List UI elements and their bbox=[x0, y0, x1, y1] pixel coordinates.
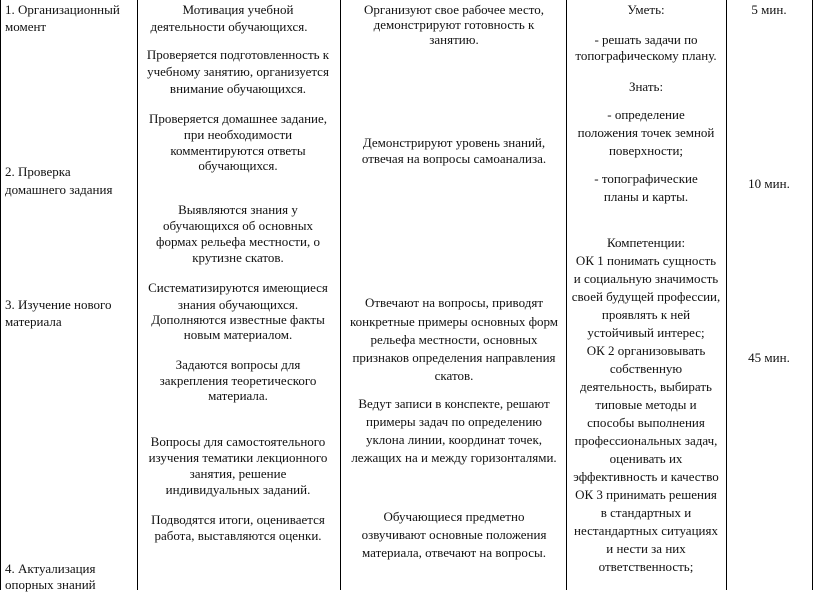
student-text-line: Организуют свое рабочее место, bbox=[364, 2, 544, 17]
teacher-text-line: Дополняются известные факты bbox=[151, 312, 325, 327]
column-divider-2 bbox=[340, 0, 341, 590]
competency-line: своей будущей профессии, bbox=[571, 289, 721, 304]
table-border-left bbox=[0, 0, 1, 590]
outcome-text-line: - решать задачи по bbox=[594, 32, 698, 47]
student-text-line: уклона линии, координат точек, bbox=[365, 432, 543, 447]
teacher-text-line: работа, выставляются оценки. bbox=[154, 528, 322, 543]
student-text-line: лежащих на и между горизонталями. bbox=[351, 450, 557, 465]
student-text-line: Демонстрируют уровень знаний, bbox=[362, 135, 546, 150]
competency-line: профессиональных задач, bbox=[574, 433, 718, 448]
competency-line: собственную bbox=[609, 361, 683, 376]
teacher-text-line: Задаются вопросы для bbox=[175, 357, 301, 372]
student-text-line: Ведут записи в конспекте, решают bbox=[358, 396, 550, 411]
student-text-line: примеры задач по определению bbox=[366, 414, 542, 429]
teacher-text-line: Подводятся итоги, оценивается bbox=[151, 512, 325, 527]
competency-line: эффективность и качество bbox=[573, 469, 719, 484]
competency-line: устойчивый интерес; bbox=[587, 325, 705, 340]
competency-line: проявлять к ней bbox=[601, 307, 691, 322]
outcome-text-line: планы и карты. bbox=[603, 189, 689, 204]
stage-organizational-line1: 1. Организационный bbox=[5, 2, 120, 17]
student-text-line: озвучивают основные положения bbox=[361, 527, 547, 542]
student-text-line: конкретные примеры основных форм bbox=[349, 314, 559, 329]
teacher-text-line: деятельности обучающихся. bbox=[150, 19, 308, 34]
teacher-text-line: новым материалом. bbox=[183, 327, 293, 342]
teacher-text-line: индивидуальных заданий. bbox=[165, 482, 311, 497]
stage-homework-line2: домашнего задания bbox=[5, 182, 113, 197]
teacher-text-line: учебному занятию, организуется bbox=[147, 64, 329, 79]
duration-new-material: 45 мин. bbox=[748, 350, 790, 365]
teacher-text-line: материала. bbox=[208, 388, 268, 403]
competency-line: в стандартных и bbox=[600, 505, 692, 520]
column-divider-4 bbox=[726, 0, 727, 590]
student-text-line: рельефа местности, основных bbox=[370, 332, 538, 347]
competency-line: и нести за них bbox=[606, 541, 686, 556]
competency-line: нестандартных ситуациях bbox=[574, 523, 718, 538]
competency-line: ОК 1 понимать сущность bbox=[575, 253, 717, 268]
teacher-text-line: обучающихся об основных bbox=[163, 218, 313, 233]
teacher-text-line: формах рельефа местности, о bbox=[156, 234, 320, 249]
outcome-heading-competencies: Компетенции: bbox=[606, 235, 686, 250]
outcome-heading-knowledge: Знать: bbox=[628, 79, 664, 94]
competency-line: ОК 3 принимать решения bbox=[575, 487, 717, 502]
teacher-text-line: Мотивация учебной bbox=[182, 2, 294, 17]
teacher-text-line: крутизне скатов. bbox=[192, 250, 284, 265]
teacher-text-line: обучающихся. bbox=[198, 158, 278, 173]
stage-organizational-line2: момент bbox=[5, 19, 47, 34]
student-text-line: материала, отвечают на вопросы. bbox=[362, 545, 546, 560]
teacher-text-line: при необходимости bbox=[183, 127, 293, 142]
teacher-text-line: комментируются ответы bbox=[170, 143, 306, 158]
competency-line: деятельность, выбирать bbox=[580, 379, 712, 394]
student-text-line: Отвечают на вопросы, приводят bbox=[364, 295, 544, 310]
competency-line: и социальную значимость bbox=[573, 271, 719, 286]
teacher-text-line: изучения тематики лекционного bbox=[148, 450, 328, 465]
outcome-heading-skills: Уметь: bbox=[627, 2, 665, 17]
student-text-line: отвечая на вопросы самоанализа. bbox=[361, 151, 547, 166]
stage-new-material-line1: 3. Изучение нового bbox=[5, 297, 112, 312]
outcome-text-line: положения точек земной bbox=[577, 125, 715, 140]
competency-line: ответственность; bbox=[598, 559, 694, 574]
stage-homework-line1: 2. Проверка bbox=[5, 164, 71, 179]
outcome-text-line: поверхности; bbox=[608, 143, 684, 158]
outcome-text-line: топографическому плану. bbox=[575, 48, 717, 63]
teacher-text-line: занятия, решение bbox=[189, 466, 287, 481]
teacher-text-line: Проверяется домашнее задание, bbox=[148, 111, 328, 126]
teacher-text-line: Проверяется подготовленность к bbox=[146, 47, 330, 62]
student-text-line: занятию. bbox=[429, 32, 479, 47]
teacher-text-line: Вопросы для самостоятельного bbox=[150, 434, 326, 449]
competency-line: типовые методы и bbox=[595, 397, 697, 412]
column-divider-1 bbox=[137, 0, 138, 590]
teacher-text-line: закрепления теоретического bbox=[159, 373, 317, 388]
teacher-text-line: внимание обучающихся. bbox=[169, 81, 307, 96]
teacher-text-line: Выявляются знания у bbox=[178, 202, 298, 217]
duration-organizational: 5 мин. bbox=[751, 2, 787, 17]
teacher-text-line: знания обучающихся. bbox=[177, 297, 299, 312]
outcome-text-line: - топографические bbox=[594, 171, 698, 186]
column-divider-3 bbox=[566, 0, 567, 590]
table-border-right bbox=[812, 0, 813, 590]
stage-actualization-line1: 4. Актуализация bbox=[5, 561, 96, 576]
student-text-line: признаков определения направления bbox=[352, 350, 556, 365]
stage-new-material-line2: материала bbox=[5, 314, 62, 329]
competency-line: оценивать их bbox=[609, 451, 683, 466]
student-text-line: демонстрируют готовность к bbox=[373, 17, 535, 32]
teacher-text-line: Систематизируются имеющиеся bbox=[148, 280, 328, 295]
duration-homework: 10 мин. bbox=[748, 176, 790, 191]
student-text-line: скатов. bbox=[434, 368, 474, 383]
student-text-line: Обучающиеся предметно bbox=[383, 509, 525, 524]
outcome-text-line: - определение bbox=[607, 107, 685, 122]
competency-line: способы выполнения bbox=[587, 415, 705, 430]
stage-actualization-line2: опорных знаний bbox=[5, 577, 96, 592]
competency-line: ОК 2 организовывать bbox=[586, 343, 706, 358]
